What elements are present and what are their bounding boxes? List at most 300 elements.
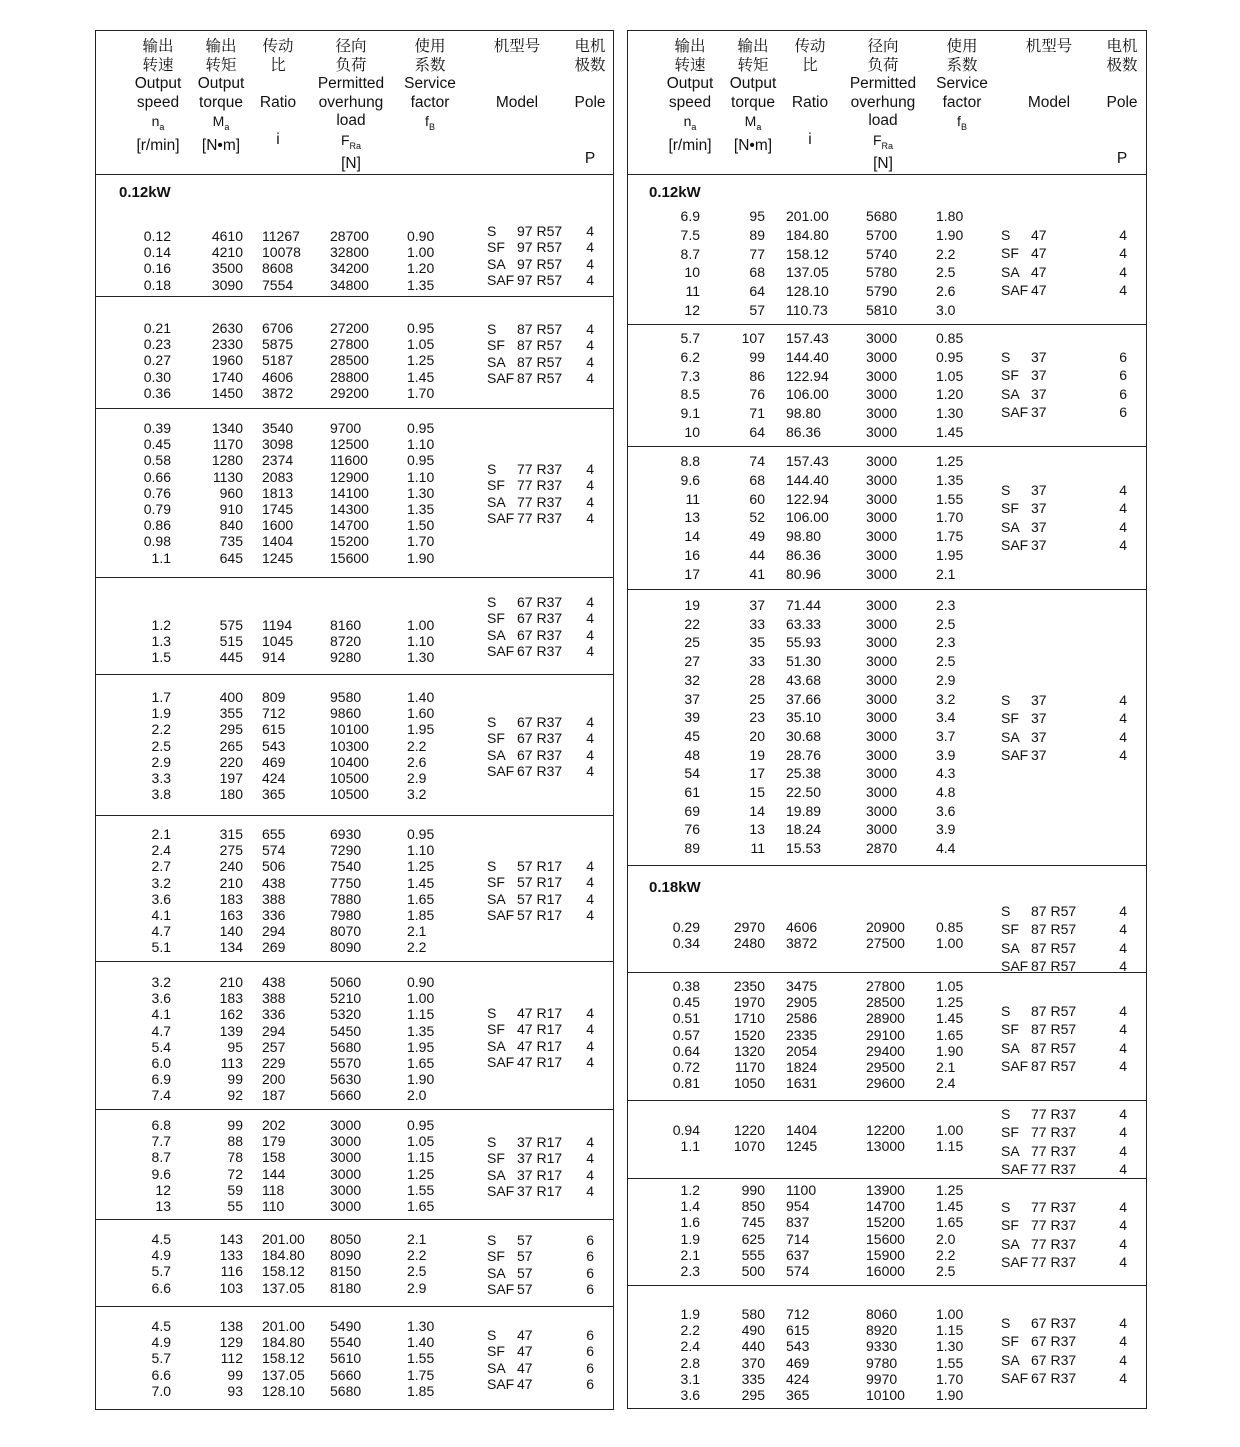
model-entry <box>487 1038 587 1054</box>
cell-ns: 48 <box>684 746 700 763</box>
cell-mt: 490 <box>741 1322 765 1339</box>
pole-value: 4 <box>1119 747 1127 764</box>
pole-value: 6 <box>586 1264 594 1281</box>
model-code: 77 R37 <box>1031 1254 1077 1271</box>
model-prefix: SF <box>487 874 505 891</box>
cell-mt: 440 <box>741 1338 765 1355</box>
cell-mt: 183 <box>219 890 243 907</box>
model-prefix: S <box>487 1327 497 1343</box>
cell-ra: 137.05 <box>786 264 829 281</box>
header-line: Output <box>197 75 245 93</box>
model-prefix: SAF <box>487 642 515 659</box>
cell-mt: 370 <box>741 1354 765 1371</box>
model-entry <box>1001 1021 1101 1037</box>
cell-ra: 2335 <box>786 1026 818 1043</box>
cell-ra: 4606 <box>786 919 818 935</box>
header-line: Output <box>666 75 714 93</box>
model-prefix: S <box>487 321 497 337</box>
cell-fb: 2.9 <box>936 671 956 688</box>
cell-ns: 6.9 <box>680 208 700 224</box>
cell-ra: 7554 <box>262 276 294 293</box>
cell-fr: 5210 <box>330 990 362 1007</box>
pole-value: 4 <box>1119 1217 1127 1234</box>
cell-fr: 5660 <box>330 1366 362 1383</box>
header-line <box>1062 75 1182 94</box>
model-prefix: SA <box>1001 1351 1020 1368</box>
pole-value: 6 <box>586 1327 594 1343</box>
cell-fr: 20900 <box>866 919 905 935</box>
cell-ns: 1.2 <box>151 617 171 633</box>
cell-ra: 714 <box>786 1230 810 1247</box>
cell-ra: 122.94 <box>786 367 829 384</box>
model-code: 67 R37 <box>517 642 563 659</box>
cell-ra: 5875 <box>262 336 294 353</box>
header-line: 传动 <box>794 38 826 55</box>
model-code: 37 <box>1031 747 1047 764</box>
cell-fr: 3000 <box>866 690 898 707</box>
pole-value: 4 <box>1119 903 1127 919</box>
cell-ns: 1.2 <box>680 1182 700 1198</box>
header-line: Service <box>404 75 456 93</box>
cell-ns: 4.9 <box>151 1247 171 1264</box>
cell-ns: 0.76 <box>143 484 171 501</box>
cell-mt: 3500 <box>211 260 243 277</box>
cell-mt: 162 <box>219 1006 243 1023</box>
model-code: 47 <box>517 1375 533 1392</box>
pole-value: 4 <box>586 239 594 256</box>
cell-fb: 4.8 <box>936 784 956 800</box>
cell-fb: 2.4 <box>936 1075 956 1092</box>
cell-fr: 28500 <box>866 994 905 1011</box>
model-code: 77 R37 <box>517 493 563 510</box>
cell-ra: 438 <box>262 874 286 891</box>
model-code: 47 <box>1031 227 1047 243</box>
group-divider <box>96 1219 613 1220</box>
cell-fb: 2.2 <box>936 245 956 262</box>
cell-fb: 1.40 <box>407 1334 435 1351</box>
model-code: 77 R37 <box>517 477 563 494</box>
header-line: $M_a$ <box>744 113 762 133</box>
cell-ra: 35.10 <box>786 709 822 726</box>
cell-mt: 35 <box>749 634 765 651</box>
header-line: [r/min] <box>668 136 712 154</box>
cell-ra: 106.00 <box>786 509 829 526</box>
cell-fr: 34200 <box>330 260 369 277</box>
model-code: 37 <box>1031 349 1047 365</box>
cell-fb: 2.5 <box>936 615 956 632</box>
cell-fb: 1.00 <box>936 1306 964 1322</box>
cell-fr: 27500 <box>866 935 905 952</box>
pole-value: 4 <box>1119 227 1127 243</box>
model-entry <box>487 1248 587 1264</box>
cell-fb: 1.90 <box>936 1387 964 1403</box>
header-line: Service <box>936 75 988 93</box>
cell-ra: 1404 <box>262 533 294 550</box>
pole-value: 4 <box>586 906 594 923</box>
cell-mt: 197 <box>219 770 243 786</box>
model-prefix: SF <box>487 1343 505 1360</box>
model-entry <box>1001 1106 1101 1122</box>
model-entry <box>1001 747 1101 763</box>
model-entry <box>487 643 587 659</box>
cell-fb: 2.5 <box>936 1263 956 1279</box>
header-pole <box>1062 38 1182 168</box>
cell-fr: 3000 <box>866 802 898 819</box>
cell-ra: 71.44 <box>786 597 822 613</box>
cell-fr: 7750 <box>330 874 362 891</box>
cell-mt: 77 <box>749 245 765 262</box>
model-prefix: S <box>1001 903 1011 919</box>
cell-fr: 3000 <box>866 490 898 507</box>
cell-ra: 157.43 <box>786 453 829 469</box>
cell-mt: 25 <box>749 690 765 707</box>
cell-fb: 1.35 <box>407 1022 435 1039</box>
model-prefix: SF <box>487 239 505 256</box>
header-line: i <box>808 130 812 148</box>
cell-fb: 1.90 <box>407 549 435 566</box>
cell-fr: 8090 <box>330 1247 362 1264</box>
model-prefix: SA <box>1001 518 1020 535</box>
cell-fr: 10500 <box>330 770 369 786</box>
model-code: 37 <box>1031 500 1047 517</box>
cell-fr: 5630 <box>330 1071 362 1088</box>
cell-fr: 9780 <box>866 1354 898 1371</box>
cell-ra: 5187 <box>262 352 294 369</box>
cell-mt: 220 <box>219 753 243 770</box>
cell-ra: 1245 <box>786 1138 818 1155</box>
cell-mt: 59 <box>227 1181 243 1198</box>
group-divider <box>628 1178 1146 1179</box>
pole-value: 4 <box>1119 1370 1127 1387</box>
cell-ra: 388 <box>262 990 286 1007</box>
cell-fb: 0.95 <box>936 348 964 365</box>
cell-ns: 0.57 <box>672 1026 700 1043</box>
model-prefix: SF <box>1001 367 1019 384</box>
cell-mt: 960 <box>219 484 243 501</box>
model-prefix: SA <box>487 1037 506 1054</box>
model-code: 87 R57 <box>517 369 563 386</box>
model-prefix: S <box>487 714 497 730</box>
cell-ra: 158.12 <box>262 1350 305 1367</box>
model-prefix: SF <box>1001 921 1019 938</box>
model-entry <box>487 747 587 763</box>
group-divider <box>96 296 613 297</box>
cell-ns: 17 <box>684 565 700 582</box>
cell-ns: 0.38 <box>672 978 700 994</box>
pole-value: 4 <box>586 321 594 337</box>
cell-ra: 424 <box>262 770 286 786</box>
model-entry <box>487 370 587 386</box>
model-entry <box>1001 245 1101 261</box>
cell-ra: 201.00 <box>262 1318 305 1334</box>
cell-fb: 1.55 <box>936 490 964 507</box>
pole-value: 4 <box>586 874 594 891</box>
model-prefix: SF <box>487 1021 505 1038</box>
pole-value: 4 <box>586 714 594 730</box>
cell-ra: 3540 <box>262 420 294 436</box>
cell-fr: 8160 <box>330 617 362 633</box>
cell-ns: 14 <box>684 528 700 545</box>
pole-value: 4 <box>1119 482 1127 498</box>
model-code: 87 R57 <box>517 337 563 354</box>
header-line: factor <box>942 93 982 111</box>
header-line: $f_B$ <box>425 113 435 133</box>
cell-mt: 2970 <box>733 919 765 935</box>
cell-fr: 3000 <box>866 405 898 422</box>
cell-fr: 3000 <box>866 453 898 469</box>
cell-ra: 118 <box>262 1181 285 1198</box>
cell-mt: 555 <box>741 1246 765 1263</box>
model-entry <box>1001 367 1101 383</box>
model-code: 37 <box>1031 385 1047 402</box>
cell-mt: 335 <box>741 1370 765 1387</box>
pole-value: 4 <box>1119 263 1127 280</box>
model-prefix: S <box>487 223 497 239</box>
model-prefix: SAF <box>1001 1161 1029 1178</box>
group-divider <box>96 408 613 409</box>
pole-value: 4 <box>586 730 594 747</box>
model-prefix: SF <box>487 1150 505 1167</box>
model-prefix: S <box>1001 349 1011 365</box>
power-label: 0.12kW <box>649 184 701 201</box>
cell-ns: 76 <box>684 821 700 838</box>
cell-ns: 5.1 <box>151 939 171 956</box>
model-entry <box>1001 227 1101 243</box>
cell-ns: 0.18 <box>143 276 171 293</box>
cell-fb: 1.20 <box>936 386 964 403</box>
model-prefix: SAF <box>1001 282 1029 299</box>
model-prefix: SA <box>487 1166 506 1183</box>
model-code: 77 R37 <box>1031 1217 1077 1234</box>
cell-fb: 1.30 <box>407 649 435 666</box>
model-code: 87 R57 <box>1031 903 1077 919</box>
cell-mt: 95 <box>749 208 765 224</box>
model-entry <box>1001 519 1101 535</box>
cell-ns: 4.7 <box>151 1022 171 1039</box>
model-entry <box>487 858 587 874</box>
cell-ra: 55.93 <box>786 634 822 651</box>
cell-ra: 158.12 <box>786 245 829 262</box>
cell-fr: 12500 <box>330 436 369 453</box>
cell-ns: 2.9 <box>151 753 171 770</box>
model-prefix: SA <box>1001 385 1020 402</box>
model-entry <box>487 891 587 907</box>
cell-fb: 0.90 <box>407 974 435 990</box>
pole-value: 6 <box>586 1375 594 1392</box>
cell-fb: 0.95 <box>407 1117 435 1133</box>
cell-mt: 64 <box>749 424 765 440</box>
cell-ns: 0.66 <box>143 468 171 485</box>
model-entry <box>487 1134 587 1150</box>
cell-mt: 355 <box>219 705 243 722</box>
pole-value: 6 <box>1119 385 1127 402</box>
header-line <box>1062 131 1182 150</box>
cell-fr: 7290 <box>330 842 362 859</box>
cell-ns: 45 <box>684 727 700 744</box>
model-prefix: S <box>1001 227 1011 243</box>
cell-ns: 13 <box>684 509 700 526</box>
pole-value: 4 <box>1119 958 1127 975</box>
cell-fb: 1.30 <box>407 1318 435 1334</box>
cell-ra: 8608 <box>262 260 294 277</box>
model-prefix: S <box>487 461 497 477</box>
model-code: 67 R37 <box>517 730 563 747</box>
model-entry <box>487 1232 587 1248</box>
model-code: 87 R57 <box>517 353 563 370</box>
cell-ra: 19.89 <box>786 802 822 819</box>
cell-fb: 2.2 <box>407 939 427 956</box>
model-entry <box>487 1150 587 1166</box>
cell-ra: 615 <box>262 721 286 738</box>
cell-fb: 0.85 <box>936 919 964 935</box>
pole-value: 6 <box>586 1248 594 1265</box>
model-prefix: S <box>487 858 497 874</box>
model-entry <box>487 1343 587 1359</box>
cell-ns: 0.51 <box>672 1010 700 1027</box>
cell-ra: 1404 <box>786 1122 818 1138</box>
pole-value: 4 <box>586 1182 594 1199</box>
model-entry <box>487 354 587 370</box>
cell-fb: 1.15 <box>936 1322 964 1339</box>
model-code: 87 R57 <box>1031 958 1077 975</box>
cell-fr: 5320 <box>330 1006 362 1023</box>
model-code: 47 <box>517 1343 533 1360</box>
cell-ns: 61 <box>684 784 700 800</box>
cell-ra: 543 <box>786 1338 810 1355</box>
cell-fr: 5570 <box>330 1055 362 1071</box>
model-prefix: SAF <box>1001 1058 1029 1075</box>
cell-ns: 8.7 <box>680 245 700 262</box>
model-entry <box>487 272 587 288</box>
cell-fb: 1.00 <box>407 617 435 633</box>
cell-mt: 625 <box>741 1230 765 1247</box>
group-divider <box>96 961 613 962</box>
cell-fr: 6930 <box>330 826 362 842</box>
header-line: 机型号 <box>1025 38 1073 55</box>
model-code: 87 R57 <box>1031 921 1077 938</box>
header-line: P <box>584 149 596 167</box>
model-prefix: SAF <box>487 1053 515 1070</box>
cell-fr: 3000 <box>866 565 898 582</box>
cell-ra: 201.00 <box>262 1231 305 1247</box>
cell-ns: 39 <box>684 709 700 726</box>
cell-ns: 12 <box>684 302 700 318</box>
cell-ns: 0.72 <box>672 1059 700 1075</box>
cell-ns: 2.2 <box>680 1322 700 1339</box>
cell-fr: 15200 <box>330 533 369 550</box>
header-line: Model <box>495 93 539 111</box>
cell-fr: 3000 <box>330 1165 362 1182</box>
cell-fr: 3000 <box>330 1133 362 1150</box>
cell-ra: 184.80 <box>262 1247 305 1264</box>
model-code: 67 R37 <box>517 610 563 627</box>
cell-fr: 28500 <box>330 352 369 369</box>
group-divider <box>96 1306 613 1307</box>
cell-fb: 2.2 <box>407 737 427 754</box>
cell-fr: 28900 <box>866 1010 905 1027</box>
cell-ns: 6.6 <box>151 1366 171 1383</box>
pole-value: 4 <box>586 746 594 763</box>
model-code: 37 <box>1031 404 1047 421</box>
cell-ra: 809 <box>262 689 286 705</box>
cell-fb: 2.2 <box>407 1247 427 1264</box>
cell-fb: 0.95 <box>407 452 435 469</box>
cell-ra: 469 <box>786 1354 810 1371</box>
pole-value: 6 <box>586 1359 594 1376</box>
model-code: 87 R57 <box>517 321 563 337</box>
cell-mt: 86 <box>749 367 765 384</box>
header-line: 极数 <box>574 56 606 74</box>
cell-fb: 2.2 <box>936 1246 956 1263</box>
cell-ns: 3.3 <box>151 770 171 786</box>
model-code: 77 R37 <box>1031 1199 1077 1215</box>
cell-fb: 2.6 <box>407 753 427 770</box>
cell-ns: 4.5 <box>151 1318 171 1334</box>
cell-ra: 637 <box>786 1246 810 1263</box>
cell-mt: 580 <box>741 1306 765 1322</box>
cell-ns: 37 <box>684 690 700 707</box>
cell-ns: 54 <box>684 765 700 782</box>
cell-fr: 8060 <box>866 1306 898 1322</box>
model-prefix: SF <box>1001 245 1019 262</box>
cell-ns: 8.5 <box>680 386 700 403</box>
cell-ra: 469 <box>262 753 286 770</box>
cell-fb: 3.0 <box>936 302 956 318</box>
cell-mt: 1130 <box>212 468 243 485</box>
table-header <box>628 31 1146 175</box>
cell-ra: 51.30 <box>786 653 822 670</box>
model-code: 47 <box>1031 245 1047 262</box>
cell-fr: 3000 <box>866 821 898 838</box>
header-line: 转矩 <box>205 56 237 74</box>
pole-value: 4 <box>586 477 594 494</box>
cell-mt: 1450 <box>211 384 243 401</box>
model-entry <box>487 730 587 746</box>
header-line: [N•m] <box>201 136 241 154</box>
cell-ns: 2.4 <box>680 1338 700 1355</box>
model-entry <box>487 1376 587 1392</box>
model-code: 77 R37 <box>1031 1142 1077 1159</box>
cell-fb: 1.45 <box>407 368 435 385</box>
cell-mt: 76 <box>749 386 765 403</box>
cell-fb: 1.50 <box>407 517 435 534</box>
cell-ns: 11 <box>685 283 700 300</box>
model-prefix: SAF <box>487 762 515 779</box>
header-line: load <box>868 112 898 130</box>
model-entry <box>487 239 587 255</box>
cell-fr: 5780 <box>866 264 898 281</box>
cell-ns: 89 <box>684 840 700 857</box>
model-prefix: S <box>487 1005 497 1021</box>
cell-ra: 294 <box>262 923 286 940</box>
cell-fr: 12200 <box>866 1122 905 1138</box>
cell-mt: 850 <box>741 1198 765 1215</box>
model-entry <box>1001 282 1101 298</box>
cell-ra: 615 <box>786 1322 810 1339</box>
model-entry <box>487 477 587 493</box>
model-prefix: SAF <box>487 1182 515 1199</box>
cell-ns: 3.8 <box>151 786 171 803</box>
header-line: 系数 <box>946 56 978 74</box>
cell-ra: 110 <box>262 1198 285 1214</box>
cell-ns: 0.29 <box>672 919 700 935</box>
model-code: 87 R57 <box>1031 1058 1077 1075</box>
model-code: 67 R37 <box>517 746 563 763</box>
cell-fb: 2.1 <box>407 923 427 940</box>
model-entry <box>1001 500 1101 516</box>
cell-ns: 3.2 <box>151 974 171 990</box>
model-code: 47 <box>517 1327 533 1343</box>
